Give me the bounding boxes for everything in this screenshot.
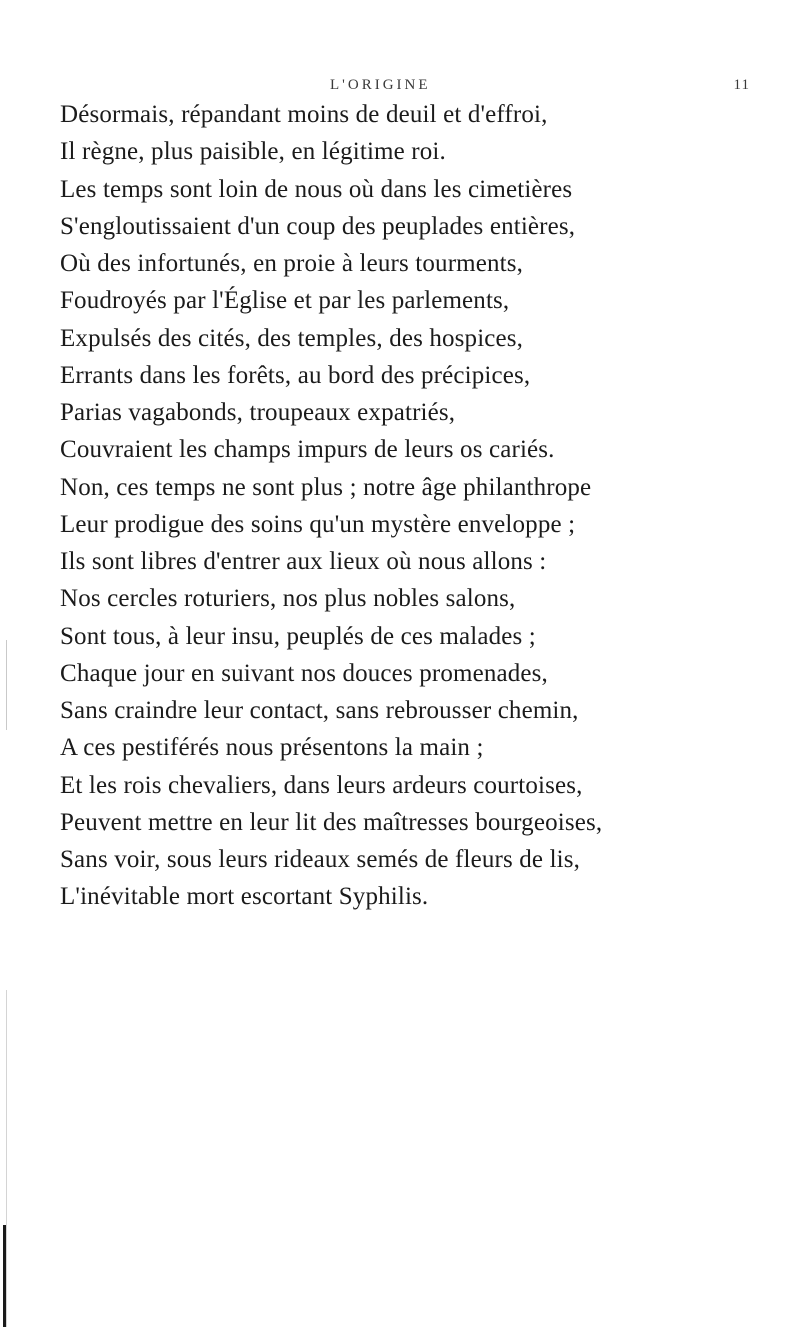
poem-line: Nos cercles roturiers, nos plus nobles salons,	[60, 585, 516, 613]
page-edge-shadow	[6, 990, 7, 1327]
poem-line: Sans voir, sous leurs rideaux semés de fleurs de lis,	[60, 846, 581, 873]
poem-line: Ils sont libres d'entrer aux lieux où nous allons :	[60, 548, 547, 575]
poem-line: Sont tous, à leur insu, peuplés de ces malades ;	[60, 622, 536, 650]
poem-line: Foudroyés par l'Église et par les parlements,	[60, 287, 510, 315]
page-edge-binding	[3, 1225, 6, 1327]
poem-line: Expulsés des cités, des temples, des hospices,	[60, 324, 524, 352]
poem-line: Et les rois chevaliers, dans leurs ardeurs courtoises,	[60, 771, 583, 799]
poem-text	[60, 96, 760, 916]
poem-line: Sans craindre leur contact, sans rebrousser chemin,	[60, 697, 579, 724]
poem-line: A ces pestiférés nous présentons la main ;	[60, 734, 484, 762]
poem-line: Chaque jour en suivant nos douces promenades,	[60, 659, 548, 687]
poem-line: S'engloutissaient d'un coup des peuplades entières,	[60, 212, 576, 240]
poem-line: Non, ces temps ne sont plus ; notre âge philanthrope	[60, 473, 592, 501]
page-number: 11	[733, 77, 750, 93]
poem-line: Les temps sont loin de nous où dans les cimetières	[60, 175, 573, 203]
poem-line: Leur prodigue des soins qu'un mystère enveloppe ;	[60, 510, 576, 538]
poem-line: Parias vagabonds, troupeaux expatriés,	[60, 399, 456, 426]
poem-line: Désormais, répandant moins de deuil et d'effroi,	[60, 101, 548, 128]
poem-line: Où des infortunés, en proie à leurs tourments,	[60, 250, 524, 277]
poem-line: Errants dans les forêts, au bord des précipices,	[60, 361, 531, 389]
running-head-title: L'ORIGINE	[330, 77, 431, 93]
running-head	[330, 77, 750, 97]
poem-line: Il règne, plus paisible, en légitime roi.	[60, 138, 446, 166]
poem-line: L'inévitable mort escortant Syphilis.	[60, 883, 429, 911]
page-edge-shadow	[6, 640, 7, 730]
poem-line: Couvraient les champs impurs de leurs os cariés.	[60, 436, 555, 464]
poem-line: Peuvent mettre en leur lit des maîtresses bourgeoises,	[60, 808, 603, 836]
